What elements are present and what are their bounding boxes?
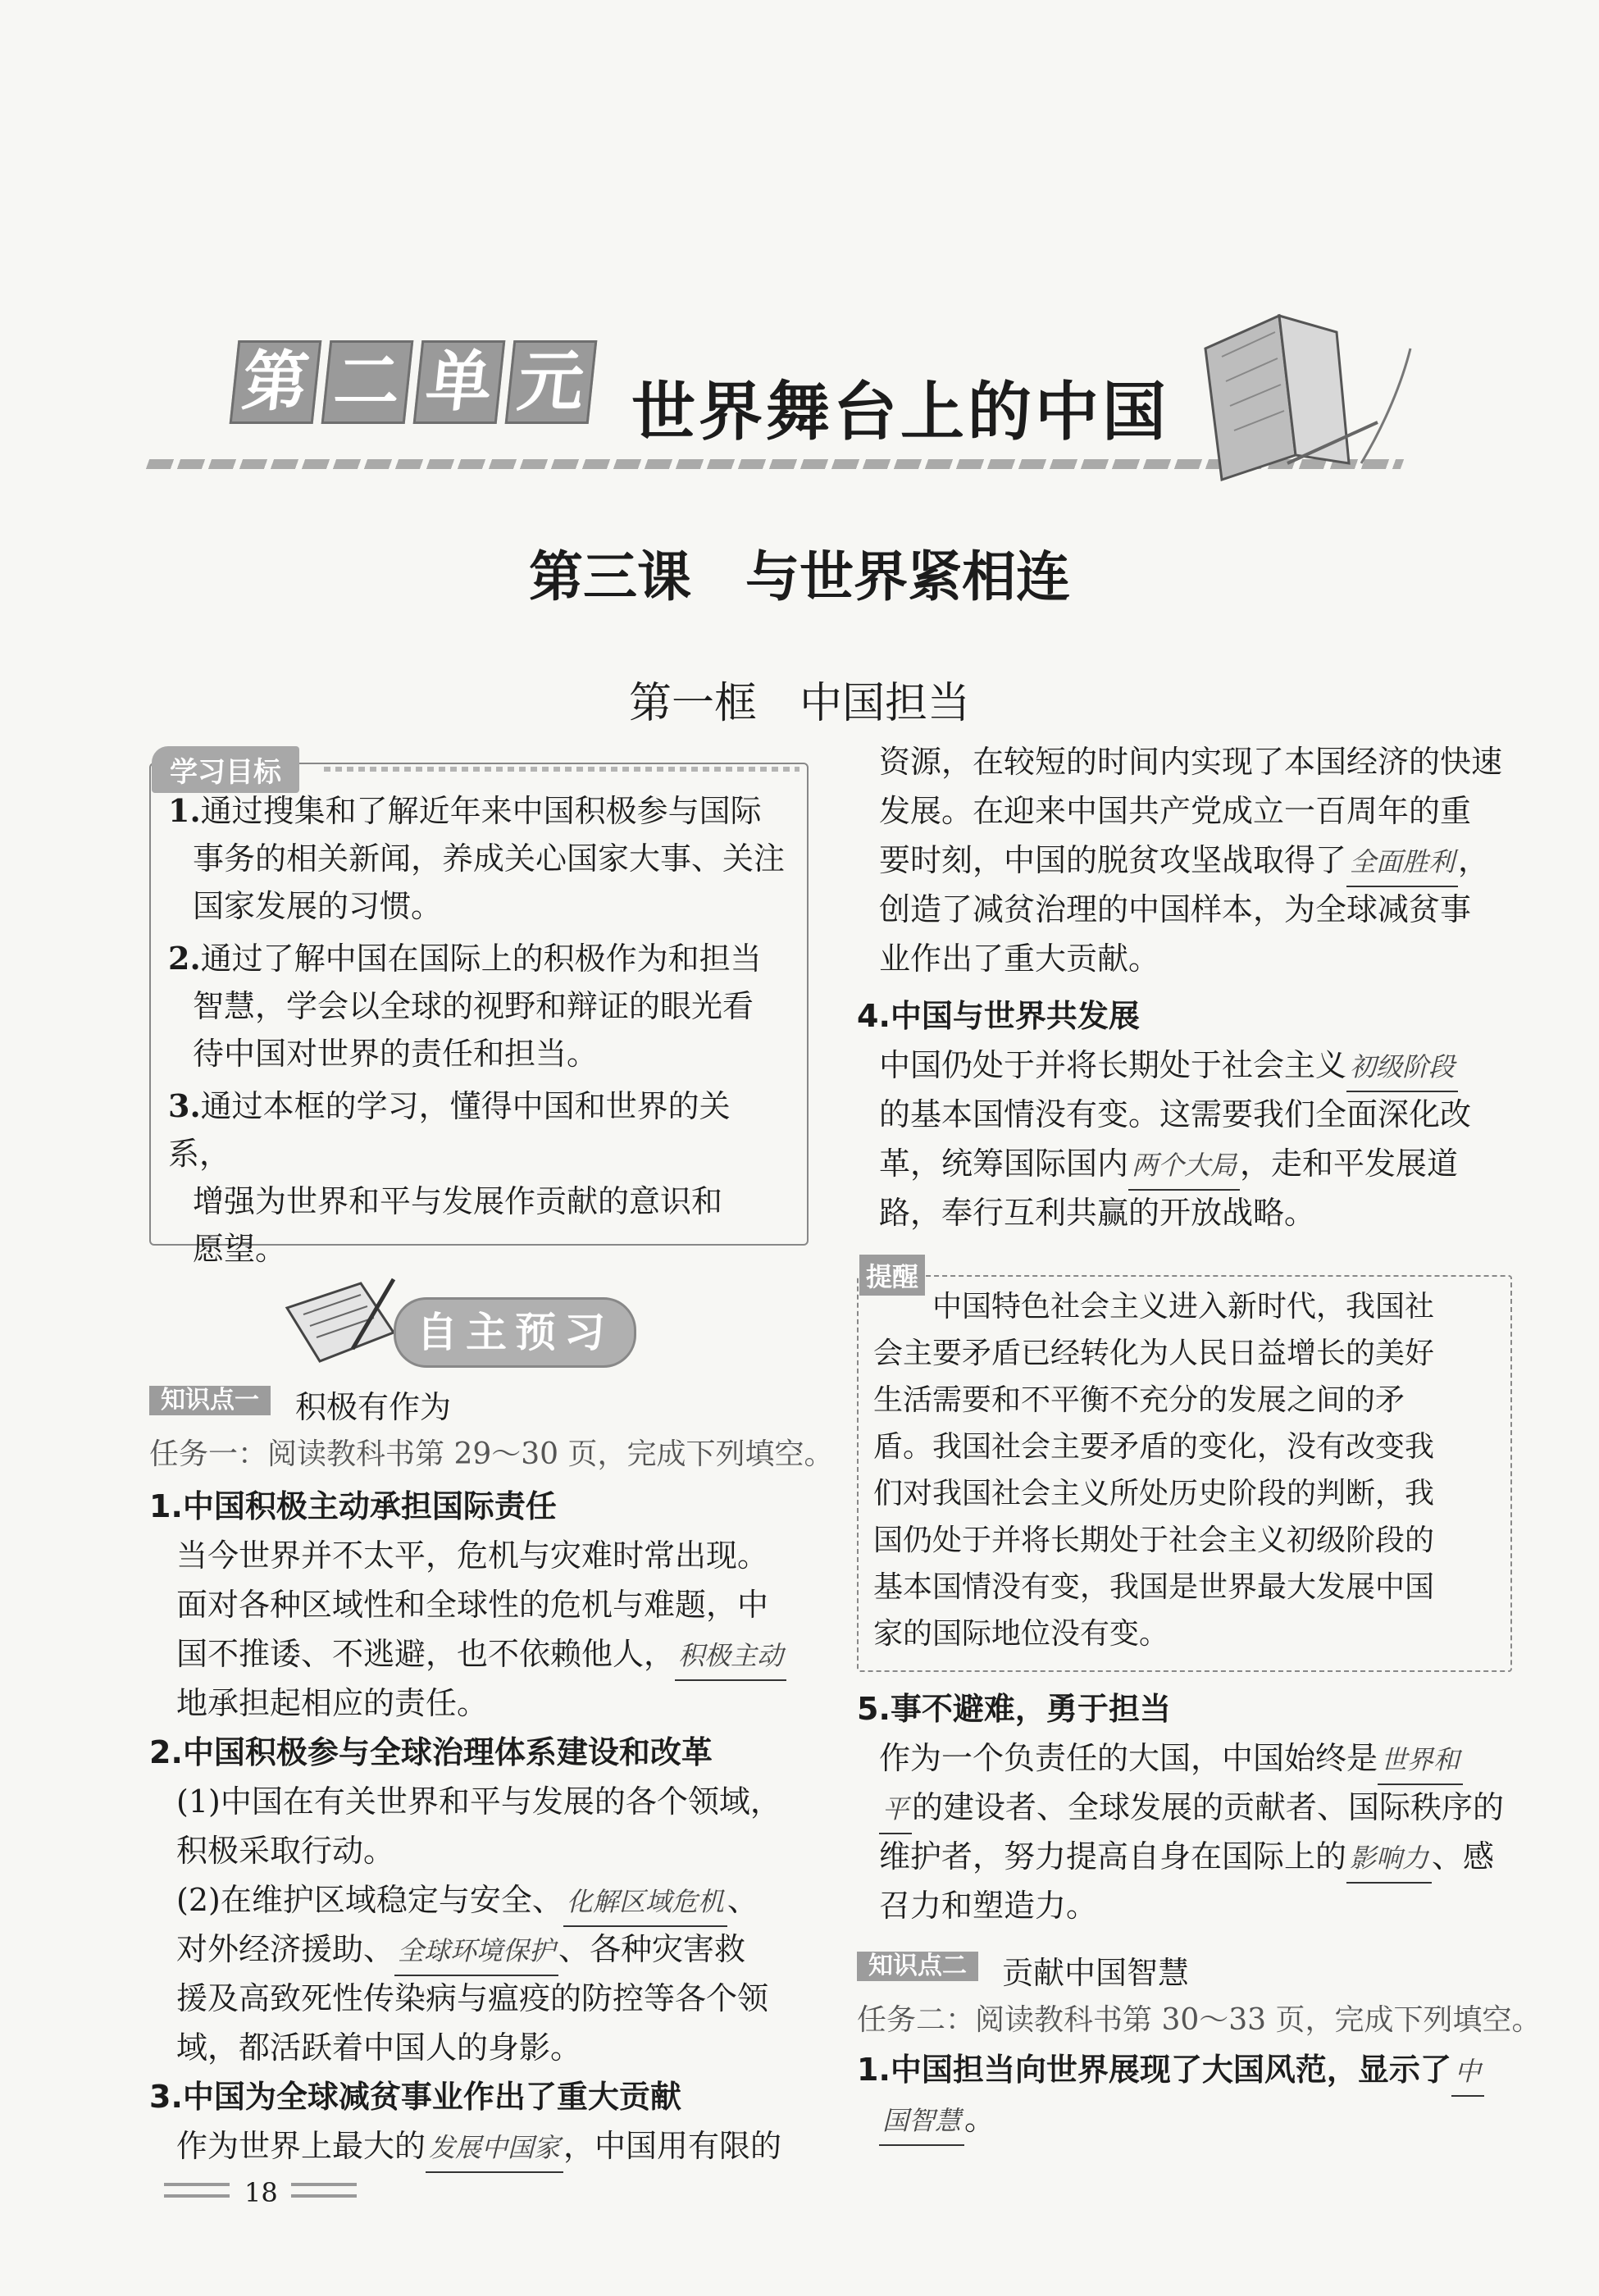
handwritten-answer: 影响力 [1346, 1834, 1432, 1884]
text-segment: 维护者，努力提高自身在国际上的 [879, 1838, 1347, 1875]
goals-dotted-rule [324, 767, 800, 772]
handwritten-answer: 国智慧 [879, 2097, 964, 2146]
handwritten-answer: 初级阶段 [1346, 1043, 1458, 1092]
goal-number: 2. [168, 940, 201, 977]
reminder-line: 基本国情没有变，我国是世界最大发展中国 [873, 1570, 1435, 1604]
goal-line: 事务的相关新闻，养成关心国家大事、关注 [193, 840, 786, 877]
text-line [857, 2046, 1484, 2097]
text-segment: ，走和平发展道 [1240, 1146, 1459, 1182]
unit-char: 第 [230, 340, 322, 424]
handwritten-answer: 平 [879, 1785, 912, 1834]
text-segment: 要时刻，中国的脱贫攻坚战取得了 [879, 842, 1347, 878]
handwritten-answer: 两个大局 [1128, 1141, 1240, 1191]
text-segment: 国不推诿、不逃避，也不依赖他人， [176, 1636, 676, 1672]
unit-char: 单 [413, 340, 506, 424]
text-line [879, 836, 1489, 887]
handwritten-answer: 世界和 [1378, 1736, 1463, 1785]
goal-item [168, 935, 791, 1077]
reminder-line: 家的国际地位没有变。 [873, 1617, 1169, 1651]
unit-char: 元 [505, 340, 598, 424]
text-line: 召力和塑造力。 [879, 1888, 1098, 1924]
reminder-line: 生活需要和不平衡不充分的发展之间的矛 [873, 1383, 1405, 1417]
text-line [176, 1925, 745, 1976]
page-rule-left [164, 2194, 230, 2198]
reminder-line: 们对我国社会主义所处历史阶段的判断，我 [873, 1477, 1435, 1510]
text-line: 域，都活跃着中国人的身影。 [176, 2029, 582, 2066]
goal-line: 智慧，学会以全球的视野和辩证的眼光看 [193, 988, 754, 1024]
learning-goals-label: 学习目标 [152, 746, 299, 793]
text-line: 积极采取行动。 [176, 1833, 395, 1869]
goal-line: 愿望。 [193, 1231, 287, 1267]
goal-number: 3. [168, 1087, 201, 1124]
section-heading: 5.事不避难，勇于担当 [857, 1691, 1171, 1727]
text-line: 援及高致死性传染病与瘟疫的防控等各个领 [176, 1980, 769, 2016]
handwritten-answer: 中 [1451, 2048, 1484, 2097]
text-segment: 作为世界上最大的 [176, 2128, 426, 2164]
unit-title: 世界舞台上的中国 [631, 376, 1170, 449]
task-instruction: 任务二：阅读教科书第 30～33 页，完成下列填空。 [857, 2003, 1542, 2037]
section-heading: 1.中国积极主动承担国际责任 [149, 1488, 557, 1524]
goal-item [168, 787, 791, 930]
goal-number: 1. [168, 792, 201, 829]
text-segment: 、感 [1432, 1838, 1495, 1875]
text-line: 发展。在迎来中国共产党成立一百周年的重 [879, 793, 1472, 829]
knowledge-point-title: 贡献中国智慧 [1002, 1955, 1190, 1991]
section-heading: 4.中国与世界共发展 [857, 998, 1140, 1034]
text-segment: 对外经济援助、 [176, 1931, 395, 1967]
unit-label [234, 340, 593, 424]
text-line: 的基本国情没有变。这需要我们全面深化改 [879, 1096, 1472, 1132]
knowledge-point-tag: 知识点一 [149, 1386, 271, 1415]
text-line: 资源，在较短的时间内实现了本国经济的快速 [879, 744, 1503, 780]
reminder-line: 会主要矛盾已经转化为人民日益增长的美好 [873, 1337, 1435, 1370]
page-rule-right [291, 2194, 357, 2198]
reminder-label: 提醒 [859, 1255, 925, 1296]
handwritten-answer: 化解区域危机 [563, 1878, 727, 1927]
text-line [176, 1876, 758, 1927]
goal-line: 通过本框的学习，懂得中国和世界的关系， [168, 1088, 731, 1172]
task-instruction: 任务一：阅读教科书第 29～30 页，完成下列填空。 [149, 1437, 834, 1471]
handwritten-answer: 发展中国家 [426, 2124, 563, 2173]
text-line: (1)中国在有关世界和平与发展的各个领域， [176, 1784, 781, 1820]
page-rule-right [291, 2183, 357, 2186]
goal-line: 通过了解中国在国际上的积极作为和担当 [200, 941, 762, 977]
goal-line: 增强为世界和平与发展作贡献的意识和 [193, 1183, 723, 1219]
unit-char: 二 [321, 340, 414, 424]
page-number: 18 [244, 2177, 278, 2208]
reminder-line: 盾。我国社会主要矛盾的变化，没有改变我 [873, 1430, 1435, 1464]
text-segment: ，中国用有限的 [563, 2128, 782, 2164]
section-heading: 2.中国积极参与全球治理体系建设和改革 [149, 1734, 713, 1770]
handwritten-answer: 全面胜利 [1346, 838, 1458, 887]
reminder-line: 国仍处于并将长期处于社会主义初级阶段的 [873, 1524, 1435, 1557]
open-book-icon [1173, 299, 1419, 496]
handwritten-answer: 积极主动 [675, 1632, 786, 1681]
reminder-line: 中国特色社会主义进入新时代，我国社 [873, 1290, 1435, 1323]
lesson-title: 第三课 与世界紧相连 [529, 544, 1070, 608]
text-line [176, 2122, 781, 2173]
text-segment: ， [1458, 842, 1490, 878]
text-segment: 的建设者、全球发展的贡献者、国际秩序的 [912, 1789, 1505, 1825]
knowledge-point-tag: 知识点二 [857, 1952, 978, 1981]
text-segment: 、各种灾害救 [558, 1931, 746, 1967]
text-segment: (2)在维护区域稳定与安全、 [176, 1882, 563, 1918]
handwritten-answer: 全球环境保护 [394, 1927, 558, 1976]
text-segment: 。 [964, 2101, 996, 2137]
text-line: 地承担起相应的责任。 [176, 1685, 489, 1721]
goal-line: 待中国对世界的责任和担当。 [193, 1036, 599, 1072]
writing-pad-icon [279, 1275, 402, 1374]
text-line [879, 1784, 1504, 1834]
text-segment: 1.中国担当向世界展现了大国风范，显示了 [857, 2052, 1451, 2088]
page-rule-left [164, 2183, 230, 2186]
frame-title: 第一框 中国担当 [628, 679, 970, 728]
section-heading: 3.中国为全球减贫事业作出了重大贡献 [149, 2079, 681, 2115]
text-segment: 、 [727, 1882, 758, 1918]
self-study-badge: 自主预习 [394, 1297, 636, 1368]
text-line [879, 1734, 1463, 1785]
text-line: 路，奉行互利共赢的开放战略。 [879, 1195, 1316, 1231]
text-line [879, 2095, 995, 2146]
text-line [879, 1041, 1458, 1092]
knowledge-point-title: 积极有作为 [295, 1389, 452, 1425]
text-line [879, 1140, 1458, 1191]
text-segment: 中国仍处于并将长期处于社会主义 [879, 1047, 1347, 1083]
text-line [176, 1630, 786, 1681]
text-line: 当今世界并不太平，危机与灾难时常出现。 [176, 1538, 769, 1574]
goal-line: 国家发展的习惯。 [193, 888, 443, 924]
text-line: 创造了减贫治理的中国样本，为全球减贫事 [879, 891, 1472, 927]
goal-line: 通过搜集和了解近年来中国积极参与国际 [200, 793, 762, 829]
text-line: 业作出了重大贡献。 [879, 941, 1160, 977]
goal-item [168, 1082, 791, 1273]
text-line [879, 1833, 1494, 1884]
text-segment: 作为一个负责任的大国，中国始终是 [879, 1740, 1378, 1776]
text-line: 面对各种区域性和全球性的危机与难题，中 [176, 1587, 769, 1623]
text-segment: 革，统筹国际国内 [879, 1146, 1129, 1182]
